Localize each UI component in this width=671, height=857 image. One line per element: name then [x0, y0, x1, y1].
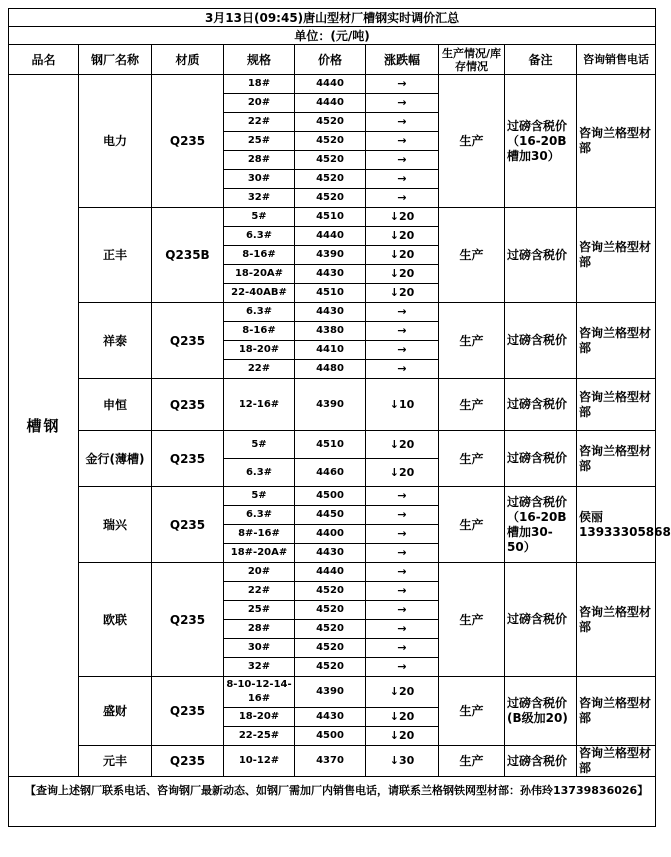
status-cell: 生产	[439, 379, 505, 431]
status-cell: 生产	[439, 431, 505, 487]
change-cell: →	[366, 341, 439, 360]
header-price: 价格	[295, 45, 366, 75]
spec-cell: 30#	[224, 639, 295, 658]
spec-cell: 6.3#	[224, 459, 295, 487]
header-spec: 规格	[224, 45, 295, 75]
change-cell: →	[366, 189, 439, 208]
change-cell: →	[366, 620, 439, 639]
header-change: 涨跌幅	[366, 45, 439, 75]
change-cell: →	[366, 303, 439, 322]
mill-name-cell: 祥泰	[79, 303, 152, 379]
contact-cell: 咨询兰格型材部	[577, 303, 656, 379]
table-row	[9, 746, 656, 777]
price-cell: 4430	[295, 708, 366, 727]
note-cell: 过磅含税价	[505, 208, 577, 303]
spec-cell: 18-20A#	[224, 265, 295, 284]
material-cell: Q235	[152, 303, 224, 379]
unit-label: 单位：(元/吨)	[9, 27, 656, 45]
header-note: 备注	[505, 45, 577, 75]
note-cell: 过磅含税价（16-20B槽加30）	[505, 75, 577, 208]
contact-cell: 咨询兰格型材部	[577, 379, 656, 431]
change-cell: →	[366, 360, 439, 379]
change-cell: →	[366, 658, 439, 677]
spec-cell: 22#	[224, 582, 295, 601]
price-cell: 4430	[295, 544, 366, 563]
change-cell: ↓20	[366, 265, 439, 284]
status-cell: 生产	[439, 746, 505, 777]
price-cell: 4510	[295, 284, 366, 303]
price-cell: 4370	[295, 746, 366, 777]
note-cell: 过磅含税价（16-20B槽加30-50）	[505, 487, 577, 563]
material-cell: Q235	[152, 746, 224, 777]
price-cell: 4520	[295, 620, 366, 639]
change-cell: →	[366, 75, 439, 94]
material-cell: Q235	[152, 677, 224, 746]
material-cell: Q235	[152, 431, 224, 487]
change-cell: ↓20	[366, 227, 439, 246]
change-cell: →	[366, 601, 439, 620]
spec-cell: 25#	[224, 132, 295, 151]
change-cell: →	[366, 639, 439, 658]
table-row	[9, 487, 656, 506]
status-cell: 生产	[439, 75, 505, 208]
note-cell: 过磅含税价(B级加20)	[505, 677, 577, 746]
material-cell: Q235	[152, 379, 224, 431]
price-cell: 4520	[295, 582, 366, 601]
status-cell: 生产	[439, 487, 505, 563]
price-cell: 4390	[295, 677, 366, 708]
spec-cell: 32#	[224, 189, 295, 208]
mill-name-cell: 元丰	[79, 746, 152, 777]
contact-cell: 咨询兰格型材部	[577, 431, 656, 487]
spec-cell: 32#	[224, 658, 295, 677]
price-cell: 4520	[295, 639, 366, 658]
spec-cell: 18#	[224, 75, 295, 94]
contact-cell: 咨询兰格型材部	[577, 677, 656, 746]
contact-cell: 咨询兰格型材部	[577, 75, 656, 208]
table-row	[9, 431, 656, 459]
change-cell: →	[366, 132, 439, 151]
price-cell: 4520	[295, 113, 366, 132]
spec-cell: 30#	[224, 170, 295, 189]
change-cell: ↓20	[366, 246, 439, 265]
change-cell: ↓10	[366, 379, 439, 431]
change-cell: ↓20	[366, 431, 439, 459]
table-row	[9, 563, 656, 582]
status-cell: 生产	[439, 208, 505, 303]
price-cell: 4380	[295, 322, 366, 341]
spec-cell: 18#-20A#	[224, 544, 295, 563]
mill-name-cell: 正丰	[79, 208, 152, 303]
price-cell: 4520	[295, 189, 366, 208]
spec-cell: 18-20#	[224, 341, 295, 360]
contact-cell: 侯丽13933305868	[577, 487, 656, 563]
contact-cell: 咨询兰格型材部	[577, 563, 656, 677]
change-cell: ↓20	[366, 677, 439, 708]
footer-row	[9, 777, 656, 827]
table-row	[9, 677, 656, 708]
change-cell: ↓20	[366, 727, 439, 746]
table-title: 3月13日(09:45)唐山型材厂槽钢实时调价汇总	[9, 9, 656, 27]
change-cell: ↓30	[366, 746, 439, 777]
change-cell: ↓20	[366, 708, 439, 727]
note-cell: 过磅含税价	[505, 746, 577, 777]
spec-cell: 25#	[224, 601, 295, 620]
header-product: 品名	[9, 45, 79, 75]
spec-cell: 8-10-12-14-16#	[224, 677, 295, 708]
change-cell: →	[366, 322, 439, 341]
material-cell: Q235B	[152, 208, 224, 303]
table-row	[9, 75, 656, 94]
spec-cell: 8-16#	[224, 322, 295, 341]
table-row	[9, 379, 656, 431]
spec-cell: 20#	[224, 563, 295, 582]
status-cell: 生产	[439, 677, 505, 746]
change-cell: →	[366, 506, 439, 525]
spec-cell: 8-16#	[224, 246, 295, 265]
mill-name-cell: 欧联	[79, 563, 152, 677]
price-cell: 4520	[295, 601, 366, 620]
mill-name-cell: 瑞兴	[79, 487, 152, 563]
table-row	[9, 208, 656, 227]
note-cell: 过磅含税价	[505, 379, 577, 431]
spec-cell: 20#	[224, 94, 295, 113]
price-cell: 4510	[295, 208, 366, 227]
mill-name-cell: 申恒	[79, 379, 152, 431]
spec-cell: 10-12#	[224, 746, 295, 777]
price-cell: 4400	[295, 525, 366, 544]
change-cell: →	[366, 525, 439, 544]
header-material: 材质	[152, 45, 224, 75]
price-cell: 4510	[295, 431, 366, 459]
price-cell: 4500	[295, 487, 366, 506]
price-cell: 4390	[295, 379, 366, 431]
material-cell: Q235	[152, 75, 224, 208]
price-cell: 4460	[295, 459, 366, 487]
spec-cell: 22-25#	[224, 727, 295, 746]
product-name-cell: 槽钢	[9, 75, 79, 777]
spec-cell: 8#-16#	[224, 525, 295, 544]
price-cell: 4520	[295, 658, 366, 677]
price-cell: 4450	[295, 506, 366, 525]
change-cell: ↓20	[366, 208, 439, 227]
table-row	[9, 303, 656, 322]
mill-name-cell: 金行(薄槽)	[79, 431, 152, 487]
footer-note: 【查询上述钢厂联系电话、咨询钢厂最新动态、如钢厂需加厂内销售电话，请联系兰格钢铁网型材部：孙伟玲13739836026】	[9, 777, 656, 827]
mill-name-cell: 盛财	[79, 677, 152, 746]
status-cell: 生产	[439, 563, 505, 677]
price-cell: 4520	[295, 132, 366, 151]
change-cell: →	[366, 544, 439, 563]
change-cell: →	[366, 170, 439, 189]
change-cell: →	[366, 582, 439, 601]
spec-cell: 5#	[224, 431, 295, 459]
change-cell: →	[366, 94, 439, 113]
contact-cell: 咨询兰格型材部	[577, 208, 656, 303]
note-cell: 过磅含税价	[505, 303, 577, 379]
header-mill: 钢厂名称	[79, 45, 152, 75]
spec-cell: 6.3#	[224, 506, 295, 525]
material-cell: Q235	[152, 563, 224, 677]
note-cell: 过磅含税价	[505, 563, 577, 677]
spec-cell: 22#	[224, 360, 295, 379]
spec-cell: 6.3#	[224, 227, 295, 246]
spec-cell: 12-16#	[224, 379, 295, 431]
header-row	[9, 45, 656, 75]
change-cell: →	[366, 563, 439, 582]
note-cell: 过磅含税价	[505, 431, 577, 487]
price-cell: 4430	[295, 303, 366, 322]
price-summary-table	[8, 8, 671, 827]
spec-cell: 28#	[224, 620, 295, 639]
contact-cell: 咨询兰格型材部	[577, 746, 656, 777]
price-cell: 4390	[295, 246, 366, 265]
material-cell: Q235	[152, 487, 224, 563]
price-cell: 4500	[295, 727, 366, 746]
price-cell: 4520	[295, 151, 366, 170]
price-cell: 4520	[295, 170, 366, 189]
price-cell: 4430	[295, 265, 366, 284]
spec-cell: 22-40AB#	[224, 284, 295, 303]
price-cell: 4480	[295, 360, 366, 379]
change-cell: →	[366, 151, 439, 170]
spec-cell: 5#	[224, 208, 295, 227]
status-cell: 生产	[439, 303, 505, 379]
header-contact: 咨询销售电话	[577, 45, 656, 75]
price-cell: 4440	[295, 75, 366, 94]
spec-cell: 28#	[224, 151, 295, 170]
header-status: 生产情况/库存情况	[439, 45, 505, 75]
price-cell: 4440	[295, 563, 366, 582]
mill-name-cell: 电力	[79, 75, 152, 208]
change-cell: →	[366, 113, 439, 132]
price-cell: 4410	[295, 341, 366, 360]
price-cell: 4440	[295, 227, 366, 246]
spec-cell: 18-20#	[224, 708, 295, 727]
change-cell: ↓20	[366, 284, 439, 303]
spec-cell: 22#	[224, 113, 295, 132]
spec-cell: 6.3#	[224, 303, 295, 322]
price-cell: 4440	[295, 94, 366, 113]
spec-cell: 5#	[224, 487, 295, 506]
change-cell: →	[366, 487, 439, 506]
change-cell: ↓20	[366, 459, 439, 487]
